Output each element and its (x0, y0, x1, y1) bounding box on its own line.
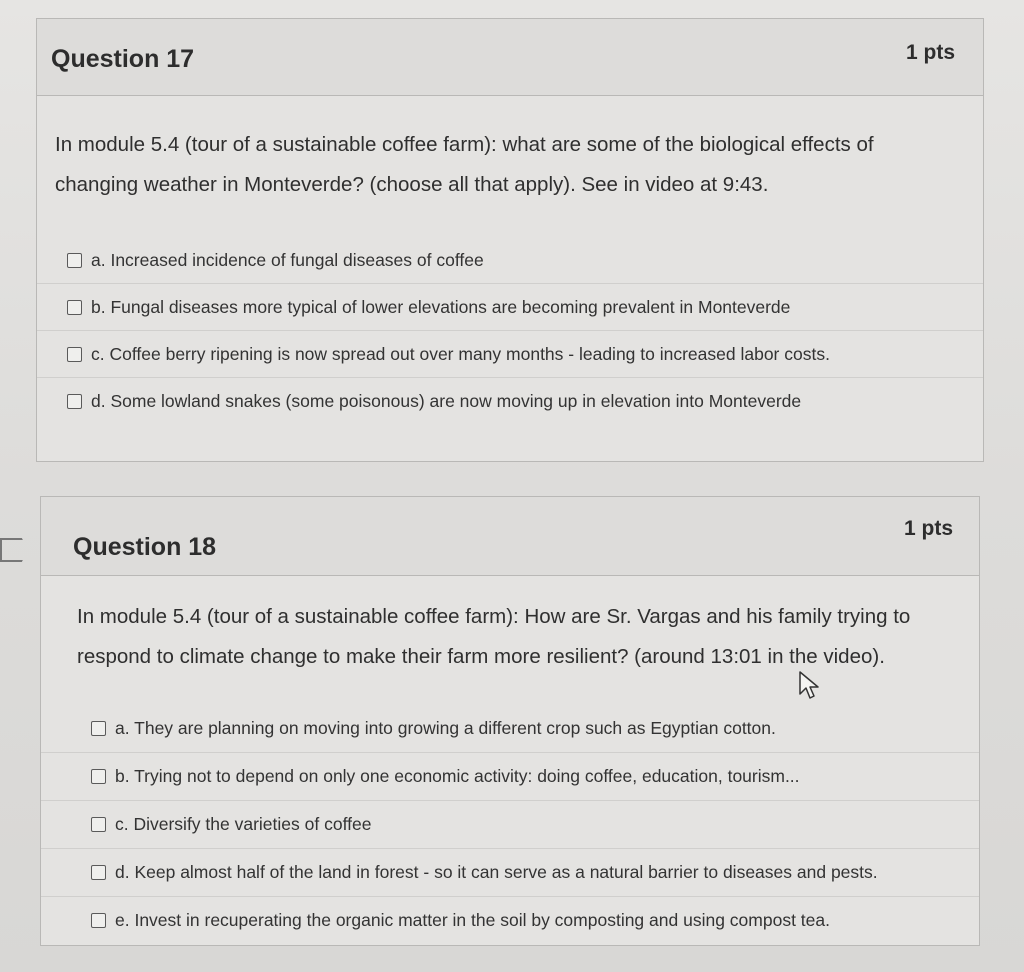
checkbox-icon[interactable] (67, 347, 82, 362)
question-header (41, 497, 979, 576)
answer-option-e[interactable] (41, 896, 979, 944)
answer-list (37, 237, 983, 424)
question-title: Question 17 (51, 45, 195, 73)
question-card-17 (36, 18, 984, 462)
checkbox-icon[interactable] (91, 817, 106, 832)
question-card-18 (40, 496, 980, 946)
answer-list (41, 705, 979, 944)
question-text: In module 5.4 (tour of a sustainable coffee farm): How are Sr. Vargas and his family trying to respond to climate change to make their farm more resilient? (around 13:01 in the video). (77, 605, 911, 668)
checkbox-icon[interactable] (91, 769, 106, 784)
answer-option-b[interactable] (37, 283, 983, 330)
answer-option-c[interactable] (37, 330, 983, 377)
answer-label[interactable]: a. They are planning on moving into growing a different crop such as Egyptian cotton. (115, 718, 776, 738)
answer-label[interactable]: d. Some lowland snakes (some poisonous) are now moving up in elevation into Monteverde (91, 390, 802, 411)
answer-option-c[interactable] (41, 800, 979, 848)
answer-label[interactable]: c. Coffee berry ripening is now spread out over many months - leading to increased labor costs. (91, 343, 830, 364)
flag-question-icon[interactable] (0, 538, 28, 562)
answer-label[interactable]: e. Invest in recuperating the organic matter in the soil by composting and using compost tea. (115, 910, 830, 930)
checkbox-icon[interactable] (91, 721, 106, 736)
answer-label[interactable]: c. Diversify the varieties of coffee (115, 814, 372, 834)
answer-label[interactable]: b. Trying not to depend on only one economic activity: doing coffee, education, tourism... (115, 766, 800, 786)
question-text: In module 5.4 (tour of a sustainable coffee farm): what are some of the biological effects of changing weather in Monteverde? (choose all that apply). See in video at 9:43. (55, 133, 874, 196)
checkbox-icon[interactable] (67, 394, 82, 409)
answer-option-a[interactable] (37, 237, 983, 283)
checkbox-icon[interactable] (91, 913, 106, 928)
question-title: Question 18 (73, 533, 217, 561)
answer-option-b[interactable] (41, 752, 979, 800)
answer-label[interactable]: a. Increased incidence of fungal diseases of coffee (91, 249, 484, 270)
checkbox-icon[interactable] (91, 865, 106, 880)
answer-label[interactable]: d. Keep almost half of the land in forest - so it can serve as a natural barrier to diseases and pests. (115, 862, 878, 882)
mouse-cursor-icon (798, 670, 822, 702)
answer-option-d[interactable] (37, 377, 983, 424)
checkbox-icon[interactable] (67, 253, 82, 268)
question-header (37, 19, 983, 96)
checkbox-icon[interactable] (67, 300, 82, 315)
answer-option-d[interactable] (41, 848, 979, 896)
answer-label[interactable]: b. Fungal diseases more typical of lower elevations are becoming prevalent in Monteverde (91, 296, 791, 317)
question-points: 1 pts (905, 41, 955, 64)
answer-option-a[interactable] (41, 705, 979, 752)
question-points: 1 pts (903, 517, 953, 540)
